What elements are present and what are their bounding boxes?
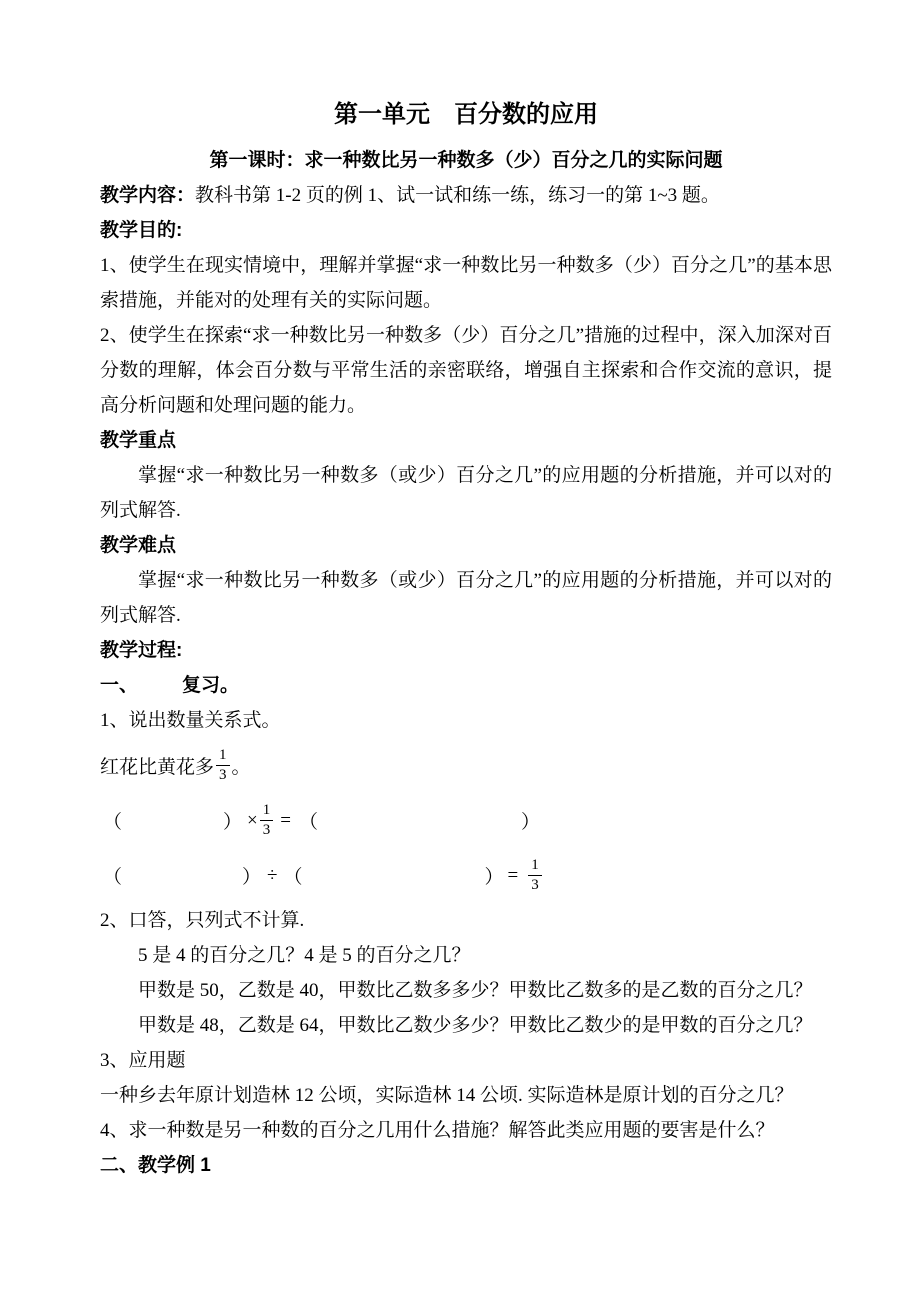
review-heading-text: 复习。 [182,675,240,696]
review-item-3: 3、应用题 [100,1050,186,1071]
teaching-content-line [100,178,832,213]
key-points-text: 掌握“求一种数比另一种数多（或少）百分之几”的应用题的分析措施，并可以对的列式解答. [100,465,832,521]
blank-space [291,820,299,821]
close-paren: ） [223,812,243,833]
teaching-aims-item-2: 2、使学生在探索“求一种数比另一种数多（少）百分之几”措施的过程中，深入加深对百分数的理解，体会百分数与平常生活的亲密联络，增强自主探索和合作交流的意识，提高分析问题和处理问题的能力。 [100,325,832,416]
fraction-denominator: 3 [262,822,271,838]
fraction-one-third [528,857,542,894]
equals-sign: = [507,864,519,886]
relation-line [100,738,832,793]
review-section-heading [100,668,832,703]
fraction-numerator: 1 [260,802,274,821]
teaching-aims-label: 教学目的: [100,220,183,241]
blank-space [122,875,242,876]
review-item-3-text: 一种乡去年原计划造林 12 公顷，实际造林 14 公顷. 实际造林是原计划的百分之几？ [100,1085,794,1106]
fraction-numerator: 1 [528,857,542,876]
open-paren: （ [283,867,303,888]
teaching-process-label: 教学过程: [100,640,183,661]
divide-sign: ÷ [267,864,278,886]
fraction-one-third [260,802,274,839]
section-2-heading: 二、教学例 1 [100,1155,211,1176]
blank-space [122,820,223,821]
blank-space [518,875,526,876]
equation-multiply [103,793,832,848]
review-item-2: 2、口答，只列式不计算. [100,910,305,931]
page-title: 第一单元 百分数的应用 [334,101,598,128]
multiply-sign: × [247,809,258,831]
review-question-1: 5 是 4 的百分之几？4 是 5 的百分之几？ [138,945,471,966]
fraction-numerator: 1 [216,747,230,766]
teaching-aims-item-1: 1、使学生在现实情境中，理解并掌握“求一种数比另一种数多（少）百分之几”的基本思索措施，并能对的处理有关的实际问题。 [100,255,832,311]
teaching-content-label: 教学内容： [100,185,196,206]
open-paren: （ [103,867,123,888]
fraction-denominator: 3 [531,877,539,893]
blank-space [318,820,521,821]
review-question-3: 甲数是 48，乙数是 64，甲数比乙数少多少？甲数比乙数少的是甲数的百分之几？ [138,1015,813,1036]
key-points-label: 教学重点 [100,430,177,451]
blank-space [302,875,484,876]
review-heading-number: 一、 [100,675,139,696]
review-item-4: 4、求一种数是另一种数的百分之几用什么措施？解答此类应用题的要害是什么？ [100,1120,775,1141]
close-paren: ） [242,867,262,888]
review-item-1: 1、说出数量关系式。 [100,710,281,731]
equals-sign: = [280,809,291,831]
teaching-content-text: 教科书第 1-2 页的例 1、试一试和练一练，练习一的第 1~3 题。 [195,185,720,206]
difficulties-text: 掌握“求一种数比另一种数多（或少）百分之几”的应用题的分析措施，并可以对的列式解答. [100,570,832,626]
equation-divide [103,848,832,903]
review-question-2: 甲数是 50，乙数是 40，甲数比乙数多多少？甲数比乙数多的是乙数的百分之几？ [138,980,813,1001]
relation-period: 。 [231,757,251,778]
open-paren: （ [298,812,318,833]
page-subtitle: 第一课时：求一种数比另一种数多（少）百分之几的实际问题 [209,150,723,171]
close-paren: ） [484,867,504,888]
difficulties-label: 教学难点 [100,535,177,556]
fraction-one-third [216,747,230,784]
relation-text: 红花比黄花多 [100,757,215,778]
fraction-denominator: 3 [219,767,227,783]
open-paren: （ [103,812,123,833]
close-paren: ） [520,812,540,833]
